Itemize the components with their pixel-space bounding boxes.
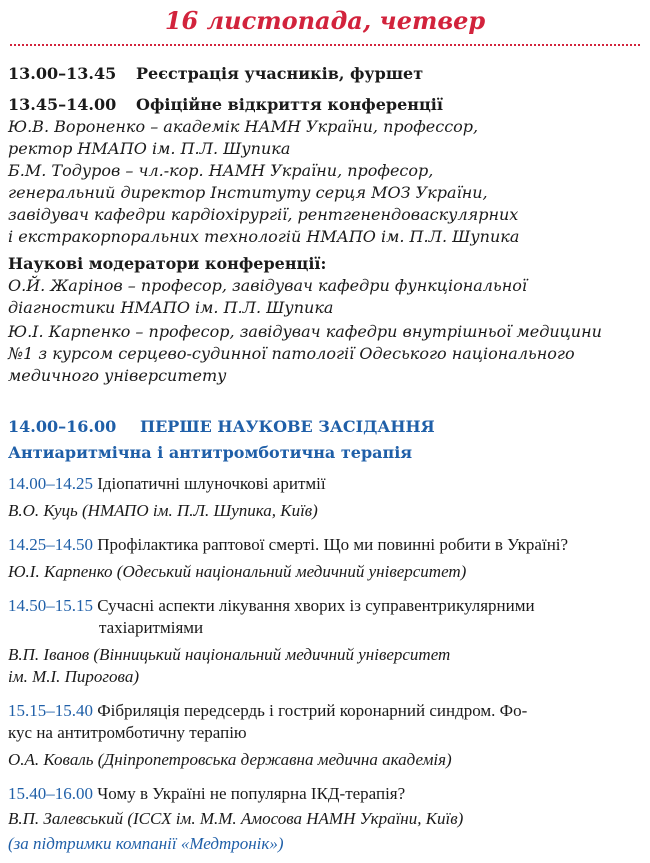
- moderators-block: [8, 252, 642, 387]
- session-subtitle: Антиаритмічна і антитромботична терапія: [8, 443, 413, 462]
- moderator-line: медичного університету: [8, 366, 227, 385]
- registration-title: Реєстрація учасників, фуршет: [136, 64, 424, 83]
- opening-block: [8, 93, 642, 248]
- session-title: ПЕРШЕ НАУКОВЕ ЗАСІДАННЯ: [140, 417, 435, 436]
- opening-line: Ю.В. Вороненко – академік НАМН України, профессор,: [8, 117, 479, 136]
- talk-speaker: В.П. Іванов (Вінницький національний медичний університет: [8, 645, 451, 664]
- talk-title-cont: кус на антитромботичну терапію: [8, 723, 247, 742]
- opening-line: завідувач кафедри кардіохірургії, рентгенендоваскулярних: [8, 205, 519, 224]
- talk-title: Сучасні аспекти лікування хворих із суправентрикулярними: [97, 596, 535, 615]
- talk-title: Профілактика раптової смерті. Що ми повинні робити в Україні?: [97, 535, 569, 554]
- talk-title-cont: тахіаритміями: [99, 618, 204, 637]
- registration-row: [8, 62, 642, 85]
- session-time: 14.00–16.00: [8, 417, 117, 436]
- moderator-line: О.Й. Жарінов – професор, завідувач кафедри функціональної: [8, 276, 527, 295]
- talk-speaker: Ю.І. Карпенко (Одеський національний медичний університет): [8, 562, 467, 581]
- opening-line: генеральний директор Інституту серця МОЗ України,: [8, 183, 488, 202]
- moderators-heading: Наукові модератори конференції:: [8, 254, 327, 273]
- talk-speaker: В.О. Куць (НМАПО ім. П.Л. Шупика, Київ): [8, 501, 318, 520]
- moderator-line: №1 з курсом серцево-судинної патології Одеського національного: [8, 344, 575, 363]
- opening-line: Б.М. Тодуров – чл.-кор. НАМН України, професор,: [8, 161, 434, 180]
- talk-title: Ідіопатичні шлуночкові аритмії: [97, 474, 326, 493]
- dotted-divider: [10, 44, 640, 46]
- moderator-line: діагностики НМАПО ім. П.Л. Шупика: [8, 298, 334, 317]
- talk-time: 15.15–15.40: [8, 701, 93, 720]
- talk-item: [8, 700, 642, 771]
- talk-item: [8, 783, 642, 855]
- talk-speaker: О.А. Коваль (Дніпропетровська державна медична академія): [8, 750, 452, 769]
- talk-speaker: В.П. Залевський (ІССХ ім. М.М. Амосова НАМН України, Київ): [8, 809, 464, 828]
- talk-time: 14.50–15.15: [8, 596, 93, 615]
- session-block: [8, 415, 642, 855]
- talk-title: Фібриляція передсердь і гострий коронарний синдром. Фо-: [97, 701, 528, 720]
- opening-title: Офіційне відкриття конференції: [136, 95, 443, 114]
- support-note: (за підтримки компанії «Медтронік»): [8, 834, 284, 853]
- talk-time: 14.25–14.50: [8, 535, 93, 554]
- talk-time: 14.00–14.25: [8, 474, 93, 493]
- day-title: 16 листопада, четвер: [164, 6, 486, 35]
- talk-speaker-cont: ім. М.І. Пирогова): [8, 667, 139, 686]
- talk-title: Чому в Україні не популярна ІКД-терапія?: [97, 784, 406, 803]
- opening-line: ректор НМАПО ім. П.Л. Шупика: [8, 139, 291, 158]
- talk-item: [8, 473, 642, 522]
- opening-time: 13.45–14.00: [8, 95, 117, 114]
- talk-item: [8, 534, 642, 583]
- opening-line: і екстракорпоральних технологій НМАПО ім. П.Л. Шупика: [8, 227, 520, 246]
- talk-time: 15.40–16.00: [8, 784, 93, 803]
- moderator-line: Ю.І. Карпенко – професор, завідувач кафедри внутрішньої медицини: [8, 322, 602, 341]
- talk-item: [8, 595, 642, 688]
- registration-time: 13.00–13.45: [8, 64, 117, 83]
